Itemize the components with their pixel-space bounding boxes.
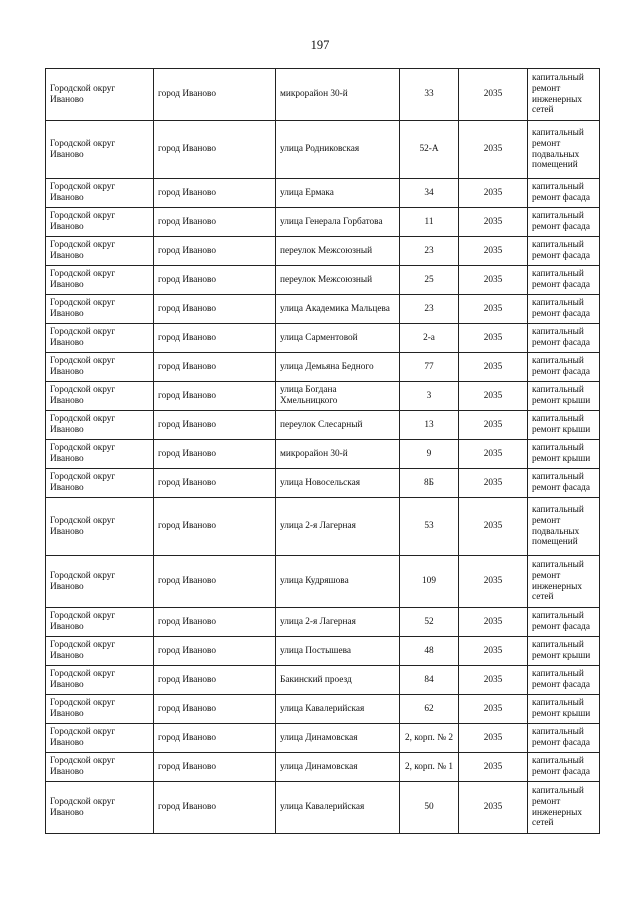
city-cell: город Иваново xyxy=(154,637,276,666)
table-row xyxy=(46,179,600,208)
house-number-cell: 9 xyxy=(400,440,459,469)
district-cell: Городской округ Иваново xyxy=(46,208,154,237)
house-number-cell: 23 xyxy=(400,295,459,324)
house-number-cell: 53 xyxy=(400,498,459,556)
street-cell: улица Кавалерийская xyxy=(276,782,400,834)
house-number-cell: 25 xyxy=(400,266,459,295)
city-cell: город Иваново xyxy=(154,753,276,782)
district-cell: Городской округ Иваново xyxy=(46,608,154,637)
year-cell: 2035 xyxy=(459,237,528,266)
table-row xyxy=(46,498,600,556)
city-cell: город Иваново xyxy=(154,382,276,411)
district-cell: Городской округ Иваново xyxy=(46,69,154,121)
city-cell: город Иваново xyxy=(154,440,276,469)
city-cell: город Иваново xyxy=(154,556,276,608)
city-cell: город Иваново xyxy=(154,724,276,753)
street-cell: улица Демьяна Бедного xyxy=(276,353,400,382)
table-row xyxy=(46,411,600,440)
work-type-cell: капитальный ремонт подвальных помещений xyxy=(528,121,600,179)
work-type-cell: капитальный ремонт фасада xyxy=(528,608,600,637)
street-cell: улица Богдана Хмельницкого xyxy=(276,382,400,411)
street-cell: улица 2-я Лагерная xyxy=(276,498,400,556)
work-type-cell: капитальный ремонт фасада xyxy=(528,324,600,353)
district-cell: Городской округ Иваново xyxy=(46,753,154,782)
house-number-cell: 52-А xyxy=(400,121,459,179)
street-cell: переулок Межсоюзный xyxy=(276,237,400,266)
city-cell: город Иваново xyxy=(154,608,276,637)
table-row xyxy=(46,121,600,179)
house-number-cell: 34 xyxy=(400,179,459,208)
table-row xyxy=(46,353,600,382)
house-number-cell: 77 xyxy=(400,353,459,382)
work-type-cell: капитальный ремонт крыши xyxy=(528,382,600,411)
work-type-cell: капитальный ремонт инженерных сетей xyxy=(528,69,600,121)
house-number-cell: 8Б xyxy=(400,469,459,498)
district-cell: Городской округ Иваново xyxy=(46,724,154,753)
table-row xyxy=(46,695,600,724)
year-cell: 2035 xyxy=(459,469,528,498)
house-number-cell: 13 xyxy=(400,411,459,440)
district-cell: Городской округ Иваново xyxy=(46,637,154,666)
district-cell: Городской округ Иваново xyxy=(46,440,154,469)
year-cell: 2035 xyxy=(459,411,528,440)
work-type-cell: капитальный ремонт инженерных сетей xyxy=(528,782,600,834)
house-number-cell: 2, корп. № 1 xyxy=(400,753,459,782)
street-cell: улица Новосельская xyxy=(276,469,400,498)
year-cell: 2035 xyxy=(459,753,528,782)
year-cell: 2035 xyxy=(459,179,528,208)
year-cell: 2035 xyxy=(459,266,528,295)
year-cell: 2035 xyxy=(459,782,528,834)
street-cell: переулок Слесарный xyxy=(276,411,400,440)
street-cell: улица Ермака xyxy=(276,179,400,208)
work-type-cell: капитальный ремонт фасада xyxy=(528,666,600,695)
house-number-cell: 2-а xyxy=(400,324,459,353)
year-cell: 2035 xyxy=(459,121,528,179)
table-row xyxy=(46,324,600,353)
city-cell: город Иваново xyxy=(154,469,276,498)
year-cell: 2035 xyxy=(459,666,528,695)
district-cell: Городской округ Иваново xyxy=(46,121,154,179)
street-cell: улица Постышева xyxy=(276,637,400,666)
work-type-cell: капитальный ремонт фасада xyxy=(528,724,600,753)
street-cell: улица 2-я Лагерная xyxy=(276,608,400,637)
year-cell: 2035 xyxy=(459,440,528,469)
year-cell: 2035 xyxy=(459,295,528,324)
house-number-cell: 50 xyxy=(400,782,459,834)
page-number: 197 xyxy=(310,38,330,52)
street-cell: переулок Межсоюзный xyxy=(276,266,400,295)
table-row xyxy=(46,69,600,121)
city-cell: город Иваново xyxy=(154,208,276,237)
table-row xyxy=(46,608,600,637)
table-row xyxy=(46,753,600,782)
house-number-cell: 109 xyxy=(400,556,459,608)
work-type-cell: капитальный ремонт фасада xyxy=(528,753,600,782)
house-number-cell: 23 xyxy=(400,237,459,266)
house-number-cell: 3 xyxy=(400,382,459,411)
work-type-cell: капитальный ремонт крыши xyxy=(528,411,600,440)
work-type-cell: капитальный ремонт инженерных сетей xyxy=(528,556,600,608)
work-type-cell: капитальный ремонт фасада xyxy=(528,469,600,498)
table-row xyxy=(46,208,600,237)
city-cell: город Иваново xyxy=(154,666,276,695)
work-type-cell: капитальный ремонт крыши xyxy=(528,637,600,666)
table-row xyxy=(46,556,600,608)
work-type-cell: капитальный ремонт фасада xyxy=(528,179,600,208)
year-cell: 2035 xyxy=(459,382,528,411)
district-cell: Городской округ Иваново xyxy=(46,266,154,295)
work-type-cell: капитальный ремонт крыши xyxy=(528,440,600,469)
table-row xyxy=(46,382,600,411)
city-cell: город Иваново xyxy=(154,498,276,556)
year-cell: 2035 xyxy=(459,353,528,382)
table-row xyxy=(46,637,600,666)
city-cell: город Иваново xyxy=(154,411,276,440)
house-number-cell: 52 xyxy=(400,608,459,637)
table-row xyxy=(46,266,600,295)
year-cell: 2035 xyxy=(459,556,528,608)
city-cell: город Иваново xyxy=(154,695,276,724)
street-cell: Бакинский проезд xyxy=(276,666,400,695)
district-cell: Городской округ Иваново xyxy=(46,556,154,608)
year-cell: 2035 xyxy=(459,498,528,556)
city-cell: город Иваново xyxy=(154,295,276,324)
district-cell: Городской округ Иваново xyxy=(46,666,154,695)
work-type-cell: капитальный ремонт фасада xyxy=(528,208,600,237)
district-cell: Городской округ Иваново xyxy=(46,498,154,556)
work-type-cell: капитальный ремонт фасада xyxy=(528,295,600,324)
table-row xyxy=(46,295,600,324)
street-cell: улица Кудряшова xyxy=(276,556,400,608)
street-cell: улица Динамовская xyxy=(276,724,400,753)
street-cell: микрорайон 30-й xyxy=(276,69,400,121)
district-cell: Городской округ Иваново xyxy=(46,353,154,382)
district-cell: Городской округ Иваново xyxy=(46,411,154,440)
city-cell: город Иваново xyxy=(154,179,276,208)
district-cell: Городской округ Иваново xyxy=(46,324,154,353)
work-type-cell: капитальный ремонт фасада xyxy=(528,353,600,382)
city-cell: город Иваново xyxy=(154,324,276,353)
house-number-cell: 2, корп. № 2 xyxy=(400,724,459,753)
year-cell: 2035 xyxy=(459,608,528,637)
table-row xyxy=(46,440,600,469)
district-cell: Городской округ Иваново xyxy=(46,295,154,324)
street-cell: микрорайон 30-й xyxy=(276,440,400,469)
district-cell: Городской округ Иваново xyxy=(46,469,154,498)
city-cell: город Иваново xyxy=(154,266,276,295)
street-cell: улица Родниковская xyxy=(276,121,400,179)
table-row xyxy=(46,782,600,834)
work-type-cell: капитальный ремонт подвальных помещений xyxy=(528,498,600,556)
table-row xyxy=(46,724,600,753)
city-cell: город Иваново xyxy=(154,353,276,382)
repair-schedule-table xyxy=(45,68,600,834)
table-row xyxy=(46,469,600,498)
district-cell: Городской округ Иваново xyxy=(46,782,154,834)
house-number-cell: 62 xyxy=(400,695,459,724)
district-cell: Городской округ Иваново xyxy=(46,179,154,208)
district-cell: Городской округ Иваново xyxy=(46,237,154,266)
street-cell: улица Генерала Горбатова xyxy=(276,208,400,237)
year-cell: 2035 xyxy=(459,724,528,753)
work-type-cell: капитальный ремонт крыши xyxy=(528,695,600,724)
street-cell: улица Кавалерийская xyxy=(276,695,400,724)
city-cell: город Иваново xyxy=(154,237,276,266)
table-row xyxy=(46,237,600,266)
year-cell: 2035 xyxy=(459,208,528,237)
district-cell: Городской округ Иваново xyxy=(46,695,154,724)
house-number-cell: 11 xyxy=(400,208,459,237)
house-number-cell: 33 xyxy=(400,69,459,121)
city-cell: город Иваново xyxy=(154,121,276,179)
district-cell: Городской округ Иваново xyxy=(46,382,154,411)
city-cell: город Иваново xyxy=(154,782,276,834)
street-cell: улица Академика Мальцева xyxy=(276,295,400,324)
house-number-cell: 84 xyxy=(400,666,459,695)
year-cell: 2035 xyxy=(459,324,528,353)
year-cell: 2035 xyxy=(459,695,528,724)
year-cell: 2035 xyxy=(459,637,528,666)
house-number-cell: 48 xyxy=(400,637,459,666)
table-row xyxy=(46,666,600,695)
work-type-cell: капитальный ремонт фасада xyxy=(528,237,600,266)
street-cell: улица Динамовская xyxy=(276,753,400,782)
work-type-cell: капитальный ремонт фасада xyxy=(528,266,600,295)
year-cell: 2035 xyxy=(459,69,528,121)
street-cell: улица Сарментовой xyxy=(276,324,400,353)
city-cell: город Иваново xyxy=(154,69,276,121)
table-body xyxy=(46,69,600,834)
